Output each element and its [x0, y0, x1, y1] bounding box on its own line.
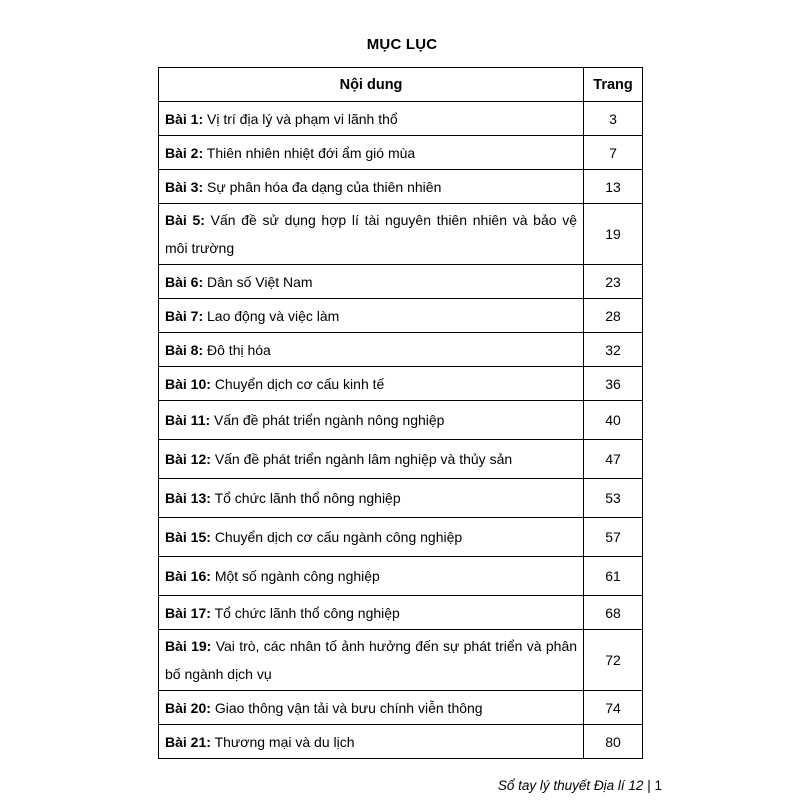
page-number: 36 [584, 367, 643, 401]
toc-entry [159, 557, 584, 596]
toc-row [159, 299, 643, 333]
lesson-label: Bài 10: [165, 375, 211, 392]
lesson-title: Vấn đề phát triển ngành nông nghiệp [214, 412, 445, 428]
toc-header-row [159, 68, 643, 102]
toc-row [159, 630, 643, 691]
lesson-label: Bài 15: [165, 529, 211, 545]
toc-entry [159, 691, 584, 725]
lesson-title: Một số ngành công nghiệp [214, 568, 380, 584]
toc-entry [159, 440, 584, 479]
toc-row [159, 596, 643, 630]
lesson-label: Bài 19: [165, 638, 212, 654]
toc-row [159, 725, 643, 759]
toc-row [159, 170, 643, 204]
lesson-title: Vị trí địa lý và phạm vi lãnh thổ [207, 110, 398, 127]
lesson-title: Vấn đề phát triển ngành lâm nghiệp và thủy sản [214, 451, 513, 467]
toc-entry [159, 401, 584, 440]
toc-entry [159, 725, 584, 759]
page-number: 28 [584, 299, 643, 333]
toc-row [159, 691, 643, 725]
lesson-title: Thiên nhiên nhiệt đới ẩm gió mùa [206, 144, 416, 161]
toc-entry [159, 596, 584, 630]
lesson-label: Bài 1: [165, 110, 204, 127]
page-number: 7 [584, 136, 643, 170]
toc-entry [159, 518, 584, 557]
lesson-title: Tổ chức lãnh thổ nông nghiệp [214, 490, 401, 506]
lesson-title: Tổ chức lãnh thổ công nghiệp [214, 604, 400, 621]
toc-row [159, 102, 643, 136]
footer-separator: | [647, 778, 651, 793]
lesson-label: Bài 3: [165, 178, 204, 195]
lesson-title: Vai trò, các nhân tố ảnh hưởng đến sự phát triển và phân bố ngành dịch vụ [165, 638, 578, 682]
page-title: MỤC LỤC [366, 36, 438, 53]
lesson-title: Lao động và việc làm [207, 307, 340, 324]
toc-row [159, 440, 643, 479]
page-number: 68 [584, 596, 643, 630]
footer-book-title: Sổ tay lý thuyết Địa lí 12 [497, 778, 644, 793]
lesson-label: Bài 17: [165, 604, 211, 621]
page-number: 80 [584, 725, 643, 759]
toc-entry [159, 204, 584, 265]
toc-row [159, 557, 643, 596]
toc-row [159, 401, 643, 440]
lesson-label: Bài 12: [165, 451, 211, 467]
lesson-label: Bài 8: [165, 341, 204, 358]
toc-entry [159, 299, 584, 333]
lesson-label: Bài 21: [165, 733, 211, 750]
lesson-title: Sự phân hóa đa dạng của thiên nhiên [207, 178, 442, 195]
page-number: 32 [584, 333, 643, 367]
page-number: 3 [584, 102, 643, 136]
toc-entry [159, 333, 584, 367]
lesson-title: Đô thị hóa [207, 341, 271, 358]
toc-entry [159, 367, 584, 401]
page-footer [498, 778, 662, 793]
footer-page-number: 1 [654, 778, 662, 793]
toc-row [159, 518, 643, 557]
toc-row [159, 479, 643, 518]
lesson-label: Bài 6: [165, 273, 204, 290]
lesson-label: Bài 16: [165, 568, 211, 584]
toc-entry [159, 170, 584, 204]
page-number: 74 [584, 691, 643, 725]
toc-entry [159, 102, 584, 136]
toc-row [159, 367, 643, 401]
page-number: 13 [584, 170, 643, 204]
page-number: 72 [584, 630, 643, 691]
lesson-label: Bài 7: [165, 307, 204, 324]
page-number: 40 [584, 401, 643, 440]
page-number: 47 [584, 440, 643, 479]
toc-entry [159, 630, 584, 691]
lesson-title: Giao thông vận tải và bưu chính viễn thông [214, 699, 483, 716]
lesson-title: Vấn đề sử dụng hợp lí tài nguyên thiên nhiên và bảo vệ môi trường [165, 212, 578, 256]
page-number: 57 [584, 518, 643, 557]
toc-row [159, 265, 643, 299]
lesson-title: Chuyển dịch cơ cấu ngành công nghiệp [214, 529, 463, 545]
toc-entry [159, 265, 584, 299]
lesson-title: Dân số Việt Nam [207, 273, 313, 290]
toc-entry [159, 136, 584, 170]
lesson-label: Bài 11: [165, 412, 211, 428]
header-page: Trang [584, 68, 643, 102]
page-number: 61 [584, 557, 643, 596]
lesson-title: Thương mại và du lịch [214, 733, 355, 750]
toc-row [159, 136, 643, 170]
page-number: 53 [584, 479, 643, 518]
lesson-label: Bài 13: [165, 490, 211, 506]
page-number: 19 [584, 204, 643, 265]
lesson-label: Bài 20: [165, 699, 211, 716]
toc-row [159, 333, 643, 367]
toc-table [158, 67, 643, 759]
header-content: Nội dung [159, 68, 584, 102]
toc-entry [159, 479, 584, 518]
lesson-title: Chuyển dịch cơ cấu kinh tế [214, 375, 385, 392]
lesson-label: Bài 2: [165, 144, 204, 161]
page-number: 23 [584, 265, 643, 299]
lesson-label: Bài 5: [165, 212, 205, 228]
toc-row [159, 204, 643, 265]
